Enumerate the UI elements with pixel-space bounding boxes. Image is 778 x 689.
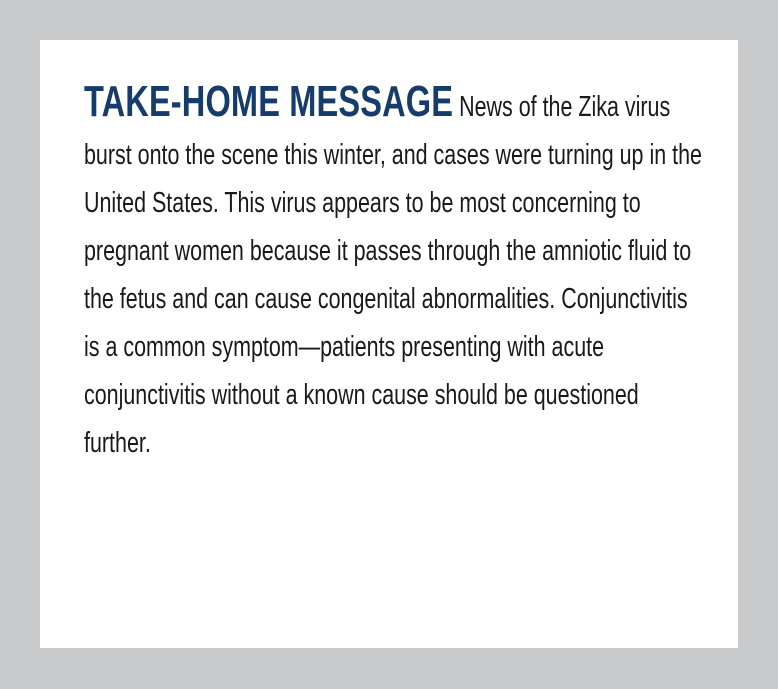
callout-heading: TAKE-HOME MESSAGE: [84, 77, 454, 126]
callout-body: News of the Zika virus burst onto the scene this winter, and cases were turning up in the United States. This virus appears to be most concerning to pregnant women because it passes through the amniotic fluid to the fetus and can cause congenital abnormalities. Conjunctivitis is a common symptom—patients presenting with acute conjunctivitis without a known cause should be questioned further.: [84, 91, 702, 459]
take-home-message-callout: [40, 40, 738, 648]
callout-text: [84, 78, 706, 467]
